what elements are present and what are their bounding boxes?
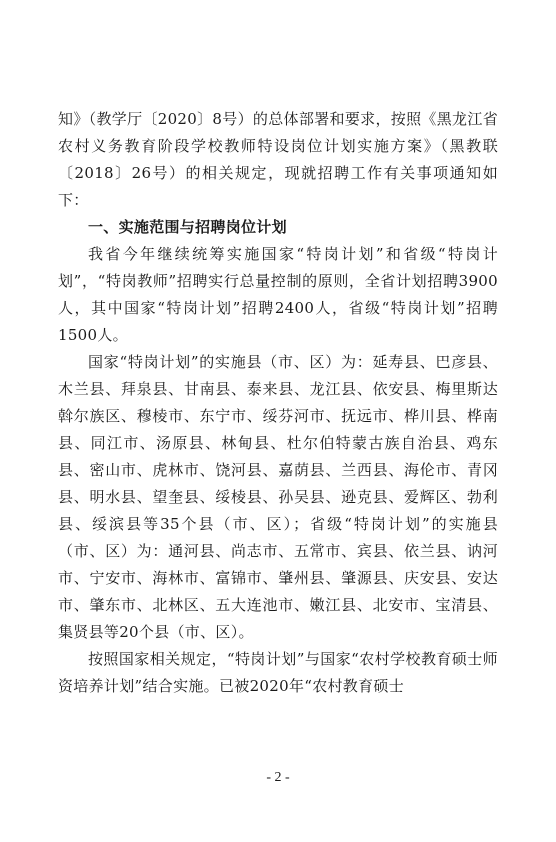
paragraph-implementation-counties: 国家“特岗计划”的实施县（市、区）为：延寿县、巴彦县、木兰县、拜泉县、甘南县、泰来县、龙江县、依安县、梅里斯达斡尔族区、穆棱市、东宁市、绥芬河市、抚远市、桦川县、桦南县、同江市、汤原县、林甸县、杜尔伯特蒙古族自治县、鸡东县、密山市、虎林市、饶河县、嘉荫县、兰西县、海伦市、青冈县、明水县、望奎县、绥棱县、孙吴县、逊克县、爱辉区、勃利县、绥滨县等35个县（市、区）；省级“特岗计划”的实施县（市、区）为：通河县、尚志市、五常市、宾县、依兰县、讷河市、宁安市、海林市、富锦市、肇州县、肇源县、庆安县、安达市、肇东市、北林区、五大连池市、嫩江县、北安市、宝清县、集贤县等20个县（市、区）。 [58,353,498,641]
section-heading: 一、实施范围与招聘岗位计划 [88,218,287,236]
paragraph-recruitment-total: 我省今年继续统筹实施国家“特岗计划”和省级“特岗计划”，“特岗教师”招聘实行总量控制的原则，全省计划招聘3900人，其中国家“特岗计划”招聘2400人，省级“特岗计划”招聘1500人。 [58,245,498,344]
document-body [58,106,498,700]
paragraph-intro: 知》（教学厅〔2020〕8号）的总体部署和要求，按照《黑龙江省农村义务教育阶段学校教师特设岗位计划实施方案》（黑教联〔2018〕26号）的相关规定，现就招聘工作有关事项通知如下： [58,110,498,209]
paragraph-master-program: 按照国家相关规定，“特岗计划”与国家“农村学校教育硕士师资培养计划”结合实施。已被2020年“农村教育硕士 [58,650,498,695]
page-number: - 2 - [266,770,290,785]
